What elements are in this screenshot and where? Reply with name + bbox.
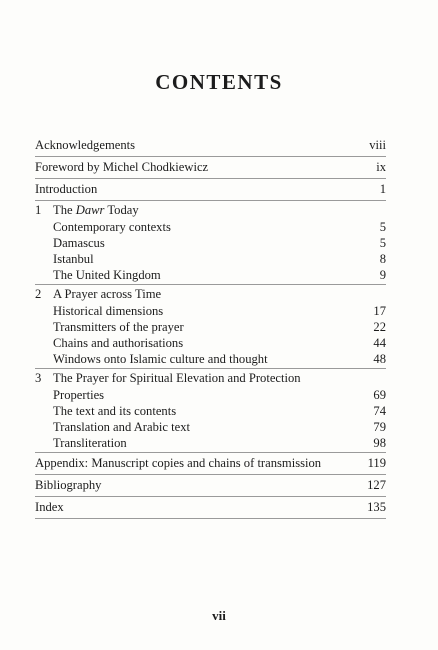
toc-section-page: 44 (373, 336, 386, 350)
chapter-title: A Prayer across Time (53, 287, 162, 301)
toc-entry-acknowledgements (35, 136, 386, 155)
chapter-title: The Prayer for Spiritual Elevation and Protection (53, 371, 301, 385)
divider (35, 474, 386, 475)
toc-section-page: 98 (373, 436, 386, 450)
toc-entry-page: 127 (367, 478, 386, 492)
toc-section (35, 303, 386, 319)
toc-section-label: Historical dimensions (53, 304, 164, 318)
toc-section (35, 387, 386, 403)
divider (35, 178, 386, 179)
toc-chapter-2 (35, 286, 386, 303)
toc-entry-foreword (35, 158, 386, 177)
toc-entry-label: Bibliography (35, 478, 102, 492)
toc-section-page: 5 (379, 220, 386, 234)
toc-entry-appendix (35, 454, 386, 473)
divider (35, 156, 386, 157)
toc-entry-label: Index (35, 500, 64, 514)
toc-section-label: Contemporary contexts (53, 220, 171, 234)
toc-section (35, 267, 386, 283)
toc-section (35, 219, 386, 235)
toc-section-page: 9 (379, 268, 386, 282)
toc-section (35, 251, 386, 267)
toc-chapter-1 (35, 202, 386, 219)
toc-entry-label: Acknowledgements (35, 138, 136, 152)
toc-section-label: Transliteration (53, 436, 127, 450)
toc-section (35, 351, 386, 367)
divider (35, 518, 386, 519)
toc-section-page: 69 (373, 388, 386, 402)
toc-entry-page: 1 (379, 182, 386, 196)
toc-section-label: The text and its contents (53, 404, 177, 418)
toc-section-label: Translation and Arabic text (53, 420, 190, 434)
chapter-title-part: The (53, 203, 76, 217)
toc-entry-page: 135 (367, 500, 386, 514)
toc-entry-label: Appendix: Manuscript copies and chains of transmission (35, 456, 322, 470)
page-title: CONTENTS (155, 70, 283, 94)
toc-section-label: Istanbul (53, 252, 94, 266)
page-number: vii (212, 608, 226, 623)
chapter-number: 3 (35, 371, 42, 385)
toc-section-page: 48 (373, 352, 386, 366)
toc-section (35, 335, 386, 351)
toc-section-page: 79 (373, 420, 386, 434)
toc-section-label: Properties (53, 388, 105, 402)
toc-entry-page: 119 (367, 456, 386, 470)
toc-section-label: The United Kingdom (53, 268, 161, 282)
divider (35, 284, 386, 285)
chapter-title (53, 202, 139, 219)
table-of-contents (35, 136, 386, 520)
toc-section-page: 8 (379, 252, 386, 266)
divider (35, 368, 386, 369)
chapter-number: 2 (35, 287, 42, 301)
chapter-title-italic: Dawr (75, 203, 105, 217)
toc-section-page: 74 (373, 404, 386, 418)
divider (35, 200, 386, 201)
toc-section-label: Damascus (53, 236, 105, 250)
toc-section-page: 22 (373, 320, 386, 334)
divider (35, 496, 386, 497)
toc-section-page: 17 (373, 304, 386, 318)
toc-chapter-3 (35, 370, 386, 387)
toc-entry-label: Foreword by Michel Chodkiewicz (35, 160, 209, 174)
toc-entry-page: viii (369, 138, 386, 152)
toc-section-label: Windows onto Islamic culture and thought (53, 352, 268, 366)
chapter-title-part: Today (104, 203, 139, 217)
divider (35, 452, 386, 453)
toc-section (35, 235, 386, 251)
toc-entry-label: Introduction (35, 182, 98, 196)
toc-section (35, 319, 386, 335)
toc-section-label: Chains and authorisations (53, 336, 184, 350)
toc-section (35, 435, 386, 451)
toc-section (35, 403, 386, 419)
toc-entry-index (35, 498, 386, 517)
toc-section-page: 5 (379, 236, 386, 250)
toc-section (35, 419, 386, 435)
toc-entry-page: ix (376, 160, 386, 174)
chapter-number: 1 (35, 203, 42, 217)
toc-entry-introduction (35, 180, 386, 199)
toc-section-label: Transmitters of the prayer (53, 320, 184, 334)
toc-entry-bibliography (35, 476, 386, 495)
